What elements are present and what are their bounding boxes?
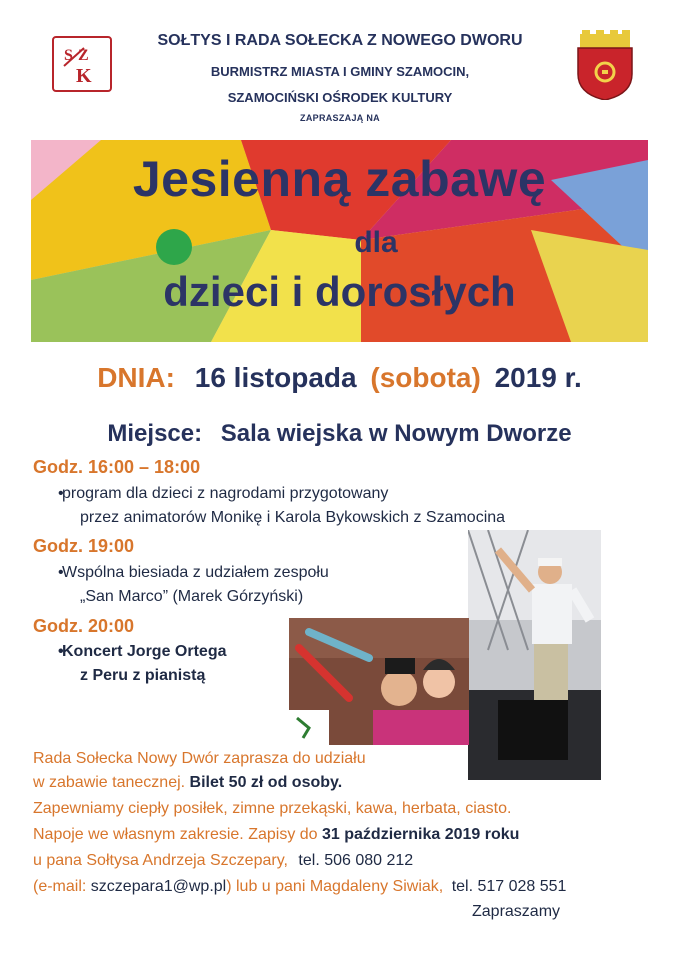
- event-date: [0, 362, 679, 394]
- schedule-time-2: Godz. 19:00: [33, 536, 135, 556]
- footer-contact-1: u pana Sołtysa Andrzeja Szczepary,: [33, 852, 288, 869]
- footer-line-2: [33, 774, 342, 792]
- singer-photo: [468, 530, 601, 780]
- footer-dance-text: w zabawie tanecznej.: [33, 774, 186, 791]
- footer-line-5: [33, 852, 413, 870]
- schedule-1-line-1: • program dla dzieci z nagrodami przygotowany: [62, 485, 388, 503]
- footer-food-text: Zapewniamy ciepły posiłek, zimne przekąski, kawa, herbata, ciasto.: [33, 800, 512, 817]
- title-banner: [31, 140, 648, 342]
- date-label: DNIA:: [97, 362, 175, 393]
- svg-text:Z: Z: [78, 47, 89, 64]
- schedule-2-line-2: „San Marco” (Marek Górzyński): [80, 588, 304, 605]
- schedule-time-1: Godz. 16:00 – 18:00: [33, 457, 201, 477]
- town-crest-icon: [574, 30, 636, 100]
- date-year: 2019 r.: [494, 362, 582, 393]
- header-line-1: SOŁTYS I RADA SOŁECKA Z NOWEGO DWORU: [157, 32, 523, 49]
- phone-2: tel. 517 028 551: [451, 878, 567, 895]
- footer-line-6: [33, 878, 566, 896]
- footer-line-4: [33, 826, 519, 844]
- animators-photo: [289, 618, 469, 745]
- header-line-2: BURMISTRZ MIASTA I GMINY SZAMOCIN,: [210, 64, 470, 79]
- header-line-3: SZAMOCIŃSKI OŚRODEK KULTURY: [227, 90, 453, 105]
- header-line-4: ZAPRASZAJĄ NA: [300, 113, 380, 123]
- svg-text:K: K: [76, 65, 92, 87]
- footer-line-1: [33, 750, 366, 768]
- schedule-time-3: Godz. 20:00: [33, 616, 135, 636]
- szk-logo: [52, 36, 112, 92]
- svg-text:S: S: [64, 47, 73, 64]
- schedule-1-line-2: przez animatorów Monikę i Karola Bykowskich z Szamocina: [80, 509, 506, 526]
- event-place: [0, 420, 679, 448]
- schedule-3-line-1: • Koncert Jorge Ortega: [62, 643, 226, 661]
- email-address: szczepara1@wp.pl: [90, 878, 227, 895]
- footer-contact-2: ) lub u pani Magdaleny Siwiak,: [226, 878, 444, 895]
- footer-drinks-text: Napoje we własnym zakresie. Zapisy do: [33, 826, 318, 843]
- registration-deadline: 31 października 2019 roku: [322, 826, 520, 843]
- schedule-3-line-2: z Peru z pianistą: [80, 667, 206, 684]
- closing-word: Zapraszamy: [472, 903, 561, 920]
- ticket-price: Bilet 50 zł od osoby.: [189, 774, 343, 791]
- footer-invite-text: Rada Sołecka Nowy Dwór zaprasza do udziału: [33, 750, 366, 767]
- email-label: (e-mail:: [33, 878, 87, 895]
- banner-title: Jesienną zabawę: [132, 151, 547, 207]
- place-value: Sala wiejska w Nowym Dworze: [220, 420, 572, 447]
- phone-1: tel. 506 080 212: [298, 852, 414, 869]
- schedule-2-line-1: • Wspólna biesiada z udziałem zespołu: [62, 564, 329, 582]
- date-day: 16 listopada: [194, 362, 357, 393]
- banner-subtitle: dzieci i dorosłych: [163, 268, 516, 315]
- date-weekday: (sobota): [370, 362, 481, 393]
- place-label: Miejsce:: [107, 420, 203, 447]
- closing-text: [472, 903, 560, 921]
- footer-line-3: [33, 800, 511, 818]
- banner-subtitle-dla: dla: [354, 226, 398, 259]
